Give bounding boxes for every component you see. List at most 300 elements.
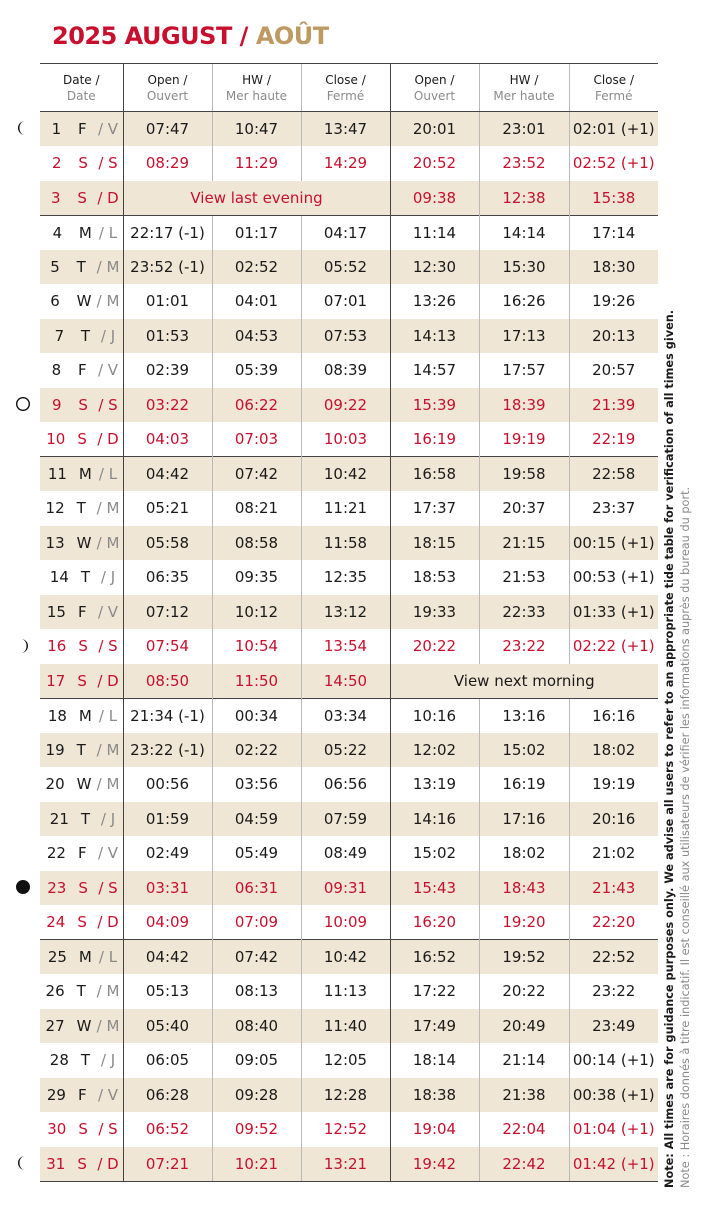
day-number: 28	[49, 1051, 69, 1070]
date-cell: 28 T / J	[40, 1043, 123, 1078]
time-cell: 03:56	[212, 767, 301, 802]
time-cell: 18:39	[479, 388, 569, 423]
day-number: 3	[51, 188, 61, 207]
date-cell: 21 T / J	[40, 802, 123, 837]
weekday-french: V	[107, 844, 119, 863]
time-cell: 04:42	[123, 457, 212, 492]
weekday-french: V	[107, 361, 119, 380]
time-cell: 11:21	[301, 491, 390, 526]
date-cell: 1 F / V	[40, 112, 123, 147]
time-cell: 08:40	[212, 1009, 301, 1044]
time-cell: 04:17	[301, 215, 390, 250]
time-cell: 19:04	[390, 1112, 479, 1147]
title-english: 2025 AUGUST	[52, 22, 232, 50]
time-cell: 08:49	[301, 836, 390, 871]
time-cell: 19:26	[569, 284, 658, 319]
table-row	[40, 560, 658, 595]
weekday-english: F	[77, 120, 87, 138]
date-cell: 20 W / M	[40, 767, 123, 802]
time-cell: 10:16	[390, 698, 479, 733]
table-row	[40, 319, 658, 354]
time-cell: 23:49	[569, 1009, 658, 1044]
table-row	[40, 974, 658, 1009]
time-cell: 12:35	[301, 560, 390, 595]
weekday-english: T	[80, 568, 91, 587]
time-cell: 12:02	[390, 733, 479, 768]
day-number: 7	[54, 326, 65, 345]
time-cell: 18:02	[479, 836, 569, 871]
time-cell: 01:04 (+1)	[569, 1112, 658, 1147]
table-row	[40, 112, 658, 147]
weekday-english: F	[77, 602, 87, 621]
time-cell: 10:09	[301, 905, 390, 940]
day-number: 16	[47, 637, 67, 656]
time-cell: 06:52	[123, 1112, 212, 1147]
date-cell: 23 S / S	[40, 871, 123, 906]
time-cell: 16:26	[479, 284, 569, 319]
weekday-english: W	[76, 775, 92, 794]
weekday-french: M	[106, 982, 120, 1001]
weekday-english: S	[77, 1154, 87, 1173]
time-cell: 13:12	[301, 595, 390, 630]
time-cell: 07:42	[212, 457, 301, 492]
table-row	[40, 388, 658, 423]
time-cell: 16:52	[390, 940, 479, 975]
date-cell: 14 T / J	[40, 560, 123, 595]
day-number: 24	[46, 913, 66, 931]
weekday-french: S	[108, 395, 118, 414]
table-row	[40, 940, 658, 975]
weekday-english: S	[77, 188, 87, 207]
day-number: 14	[49, 568, 69, 587]
time-cell: 19:58	[479, 457, 569, 492]
time-cell: 21:39	[569, 388, 658, 423]
time-cell: 17:14	[569, 215, 658, 250]
date-cell: 16 S / S	[40, 629, 123, 664]
weekday-english: T	[76, 982, 86, 1001]
time-cell: 07:21	[123, 1147, 212, 1182]
weekday-english: T	[80, 809, 91, 828]
time-cell: 01:53	[123, 319, 212, 354]
time-cell: 06:28	[123, 1078, 212, 1113]
table-row	[40, 733, 658, 768]
time-cell: 02:01 (+1)	[569, 112, 658, 147]
time-cell: 10:12	[212, 595, 301, 630]
day-number: 13	[45, 533, 65, 552]
header-close-evening: Close / Fermé	[569, 64, 658, 112]
time-cell: 23:37	[569, 491, 658, 526]
time-cell: 01:17	[212, 215, 301, 250]
weekday-french: L	[108, 223, 118, 242]
time-cell: 12:28	[301, 1078, 390, 1113]
time-cell: 04:09	[123, 905, 212, 940]
day-number: 1	[51, 120, 62, 138]
weekday-english: T	[80, 1051, 91, 1070]
weekday-french: M	[106, 499, 120, 518]
time-cell: 11:40	[301, 1009, 390, 1044]
date-cell: 3 S / D	[40, 181, 123, 216]
day-number: 15	[46, 602, 66, 621]
table-row	[40, 629, 658, 664]
weekday-french: D	[107, 188, 119, 207]
table-row	[40, 698, 658, 733]
time-cell: 05:52	[301, 250, 390, 285]
time-cell: 04:53	[212, 319, 301, 354]
table-row	[40, 767, 658, 802]
weekday-english: S	[78, 637, 88, 656]
time-cell: 07:09	[212, 905, 301, 940]
time-cell: 09:28	[212, 1078, 301, 1113]
time-cell: 16:16	[569, 698, 658, 733]
table-row	[40, 422, 658, 457]
time-cell: 18:38	[390, 1078, 479, 1113]
day-number: 10	[46, 430, 66, 448]
table-row	[40, 250, 658, 285]
weekday-english: W	[76, 1016, 92, 1035]
time-cell: 01:42 (+1)	[569, 1147, 658, 1182]
weekday-french: M	[106, 740, 120, 759]
time-cell: 17:13	[479, 319, 569, 354]
date-cell: 8 F / V	[40, 353, 123, 388]
table-row	[40, 1043, 658, 1078]
time-cell: 02:39	[123, 353, 212, 388]
time-cell: 22:04	[479, 1112, 569, 1147]
date-cell: 30 S / S	[40, 1112, 123, 1147]
time-cell: 06:05	[123, 1043, 212, 1078]
day-number: 22	[46, 844, 66, 863]
time-cell: 12:30	[390, 250, 479, 285]
last-quarter-icon	[13, 636, 33, 656]
weekday-french: J	[110, 568, 116, 587]
weekday-english: S	[77, 430, 87, 448]
time-cell: 13:19	[390, 767, 479, 802]
weekday-french: S	[108, 878, 118, 897]
time-cell: 20:37	[479, 491, 569, 526]
time-cell: 03:34	[301, 698, 390, 733]
time-cell: 08:58	[212, 526, 301, 561]
time-cell: 14:29	[301, 146, 390, 181]
time-cell: 03:22	[123, 388, 212, 423]
time-cell: 19:33	[390, 595, 479, 630]
table-row	[40, 146, 658, 181]
time-cell: 18:15	[390, 526, 479, 561]
time-cell: 20:13	[569, 319, 658, 354]
day-number: 23	[47, 878, 67, 897]
time-cell: 03:31	[123, 871, 212, 906]
weekday-english: S	[78, 1120, 88, 1139]
weekday-french: S	[108, 637, 118, 656]
date-cell: 7 T / J	[40, 319, 123, 354]
time-cell: 00:15 (+1)	[569, 526, 658, 561]
time-cell: 23:22	[479, 629, 569, 664]
time-cell: 20:22	[390, 629, 479, 664]
time-cell: 22:42	[479, 1147, 569, 1182]
time-cell: 11:13	[301, 974, 390, 1009]
time-cell: 12:05	[301, 1043, 390, 1078]
date-cell: 19 T / M	[40, 733, 123, 768]
table-row	[40, 457, 658, 492]
date-cell: 15 F / V	[40, 595, 123, 630]
time-cell: 10:42	[301, 940, 390, 975]
day-number: 17	[46, 671, 66, 690]
time-cell: 20:01	[390, 112, 479, 147]
weekday-english: T	[76, 257, 86, 276]
time-cell: 23:01	[479, 112, 569, 147]
time-cell: 02:52 (+1)	[569, 146, 658, 181]
time-cell: 19:19	[569, 767, 658, 802]
table-row	[40, 1112, 658, 1147]
weekday-english: T	[80, 326, 91, 345]
day-number: 11	[47, 465, 67, 483]
weekday-french: V	[107, 602, 119, 621]
table-row	[40, 871, 658, 906]
time-cell: 14:16	[390, 802, 479, 837]
day-number: 2	[52, 154, 62, 173]
header-date: Date / Date	[40, 64, 123, 112]
time-cell: 07:03	[212, 422, 301, 457]
time-cell: 06:31	[212, 871, 301, 906]
time-cell: 16:20	[390, 905, 479, 940]
time-cell: 09:35	[212, 560, 301, 595]
time-cell: 05:40	[123, 1009, 212, 1044]
time-cell: 21:38	[479, 1078, 569, 1113]
weekday-french: V	[107, 1085, 119, 1104]
time-cell: 02:52	[212, 250, 301, 285]
time-cell: 10:47	[212, 112, 301, 147]
table-row	[40, 1147, 658, 1182]
weekday-english: M	[78, 706, 92, 725]
time-cell: 04:03	[123, 422, 212, 457]
time-cell: 07:12	[123, 595, 212, 630]
weekday-english: T	[76, 740, 86, 759]
weekday-french: J	[110, 1051, 116, 1070]
weekday-french: J	[110, 326, 116, 345]
weekday-french: D	[107, 913, 119, 931]
time-cell: 22:17 (-1)	[123, 215, 212, 250]
day-number: 27	[45, 1016, 65, 1035]
date-cell: 5 T / M	[40, 250, 123, 285]
time-cell: 17:16	[479, 802, 569, 837]
time-cell: 01:01	[123, 284, 212, 319]
day-number: 12	[45, 499, 65, 518]
time-cell: 20:49	[479, 1009, 569, 1044]
time-cell: 14:14	[479, 215, 569, 250]
time-cell: 22:58	[569, 457, 658, 492]
weekday-english: F	[77, 1085, 87, 1104]
new-moon-icon	[13, 877, 33, 897]
header-close-morning: Close / Fermé	[301, 64, 390, 112]
date-cell: 31 S / D	[40, 1147, 123, 1182]
disclaimer-note	[662, 228, 694, 1188]
weekday-english: W	[76, 533, 92, 552]
time-cell: 19:52	[479, 940, 569, 975]
day-number: 9	[52, 395, 62, 414]
time-cell: 00:34	[212, 698, 301, 733]
header-row	[40, 64, 658, 112]
time-cell: 18:53	[390, 560, 479, 595]
date-cell: 9 S / S	[40, 388, 123, 423]
weekday-french: L	[108, 948, 118, 966]
weekday-french: D	[107, 671, 119, 690]
time-cell: 00:38 (+1)	[569, 1078, 658, 1113]
table-row	[40, 353, 658, 388]
time-cell: 15:02	[390, 836, 479, 871]
date-cell: 27 W / M	[40, 1009, 123, 1044]
weekday-french: V	[107, 120, 119, 138]
time-cell: 13:26	[390, 284, 479, 319]
table-row	[40, 905, 658, 940]
page-title	[52, 22, 329, 50]
time-cell: 12:52	[301, 1112, 390, 1147]
date-cell: 29 F / V	[40, 1078, 123, 1113]
time-cell: 11:14	[390, 215, 479, 250]
time-cell: 17:57	[479, 353, 569, 388]
span-note-cell: View next morning	[390, 664, 658, 699]
table-row	[40, 284, 658, 319]
time-cell: 08:21	[212, 491, 301, 526]
time-cell: 15:39	[390, 388, 479, 423]
time-cell: 21:43	[569, 871, 658, 906]
time-cell: 12:38	[479, 181, 569, 216]
day-number: 5	[50, 257, 60, 276]
title-french: AOÛT	[255, 22, 329, 50]
day-number: 20	[45, 775, 65, 794]
time-cell: 07:54	[123, 629, 212, 664]
time-cell: 17:49	[390, 1009, 479, 1044]
time-cell: 05:21	[123, 491, 212, 526]
time-cell: 22:19	[569, 422, 658, 457]
time-cell: 07:53	[301, 319, 390, 354]
weekday-english: M	[78, 948, 92, 966]
tide-table	[40, 63, 658, 1182]
time-cell: 09:31	[301, 871, 390, 906]
time-cell: 19:20	[479, 905, 569, 940]
time-cell: 23:52	[479, 146, 569, 181]
time-cell: 18:02	[569, 733, 658, 768]
header-hw-morning: HW / Mer haute	[212, 64, 301, 112]
day-number: 19	[45, 740, 65, 759]
weekday-french: M	[106, 775, 120, 794]
date-cell: 18 M / L	[40, 698, 123, 733]
day-number: 26	[45, 982, 65, 1001]
time-cell: 15:02	[479, 733, 569, 768]
day-number: 29	[46, 1085, 66, 1104]
time-cell: 21:15	[479, 526, 569, 561]
time-cell: 09:38	[390, 181, 479, 216]
time-cell: 08:39	[301, 353, 390, 388]
date-cell: 24 S / D	[40, 905, 123, 940]
time-cell: 22:20	[569, 905, 658, 940]
time-cell: 22:52	[569, 940, 658, 975]
date-cell: 10 S / D	[40, 422, 123, 457]
weekday-french: D	[107, 1154, 119, 1173]
time-cell: 08:29	[123, 146, 212, 181]
time-cell: 06:35	[123, 560, 212, 595]
time-cell: 23:52 (-1)	[123, 250, 212, 285]
weekday-english: S	[78, 154, 88, 173]
first-quarter-crescent-icon	[13, 118, 33, 138]
day-number: 8	[51, 361, 62, 380]
date-cell: 13 W / M	[40, 526, 123, 561]
table-row	[40, 1009, 658, 1044]
date-cell: 2 S / S	[40, 146, 123, 181]
time-cell: 06:22	[212, 388, 301, 423]
time-cell: 21:02	[569, 836, 658, 871]
title-separator: /	[231, 22, 256, 50]
time-cell: 10:54	[212, 629, 301, 664]
time-cell: 00:56	[123, 767, 212, 802]
weekday-french: J	[110, 809, 116, 828]
date-cell: 6 W / M	[40, 284, 123, 319]
date-cell: 4 M / L	[40, 215, 123, 250]
time-cell: 00:14 (+1)	[569, 1043, 658, 1078]
table-row	[40, 1078, 658, 1113]
time-cell: 22:33	[479, 595, 569, 630]
weekday-english: M	[78, 223, 92, 242]
time-cell: 10:03	[301, 422, 390, 457]
time-cell: 14:50	[301, 664, 390, 699]
time-cell: 21:34 (-1)	[123, 698, 212, 733]
time-cell: 20:16	[569, 802, 658, 837]
weekday-french: D	[107, 430, 119, 448]
time-cell: 11:58	[301, 526, 390, 561]
weekday-french: M	[106, 292, 120, 311]
table-row	[40, 802, 658, 837]
time-cell: 18:14	[390, 1043, 479, 1078]
weekday-english: S	[78, 395, 88, 414]
date-cell: 22 F / V	[40, 836, 123, 871]
time-cell: 20:22	[479, 974, 569, 1009]
time-cell: 04:59	[212, 802, 301, 837]
weekday-english: T	[76, 499, 86, 518]
table-row	[40, 181, 658, 216]
weekday-english: S	[77, 671, 87, 690]
day-number: 30	[47, 1120, 67, 1139]
time-cell: 16:19	[390, 422, 479, 457]
span-note-cell: View last evening	[123, 181, 390, 216]
time-cell: 10:21	[212, 1147, 301, 1182]
time-cell: 14:57	[390, 353, 479, 388]
time-cell: 06:56	[301, 767, 390, 802]
weekday-english: F	[77, 361, 87, 380]
table-row	[40, 595, 658, 630]
table-row	[40, 836, 658, 871]
header-hw-evening: HW / Mer haute	[479, 64, 569, 112]
weekday-french: M	[106, 1016, 120, 1035]
time-cell: 05:39	[212, 353, 301, 388]
time-cell: 21:14	[479, 1043, 569, 1078]
time-cell: 21:53	[479, 560, 569, 595]
weekday-french: S	[108, 1120, 118, 1139]
time-cell: 05:58	[123, 526, 212, 561]
time-cell: 18:30	[569, 250, 658, 285]
time-cell: 19:19	[479, 422, 569, 457]
time-cell: 14:13	[390, 319, 479, 354]
day-number: 6	[50, 292, 60, 311]
table-row	[40, 664, 658, 699]
note-english: Note: All times are for guidance purposes only. We advise all users to refer to an appropriate tide table for verification of all times given.	[663, 309, 676, 1188]
weekday-english: M	[78, 465, 92, 483]
weekday-english: S	[78, 878, 88, 897]
time-cell: 15:30	[479, 250, 569, 285]
time-cell: 19:42	[390, 1147, 479, 1182]
weekday-english: S	[77, 913, 87, 931]
full-moon-icon	[13, 394, 33, 414]
time-cell: 17:22	[390, 974, 479, 1009]
time-cell: 04:42	[123, 940, 212, 975]
time-cell: 05:22	[301, 733, 390, 768]
weekday-french: L	[108, 465, 118, 483]
